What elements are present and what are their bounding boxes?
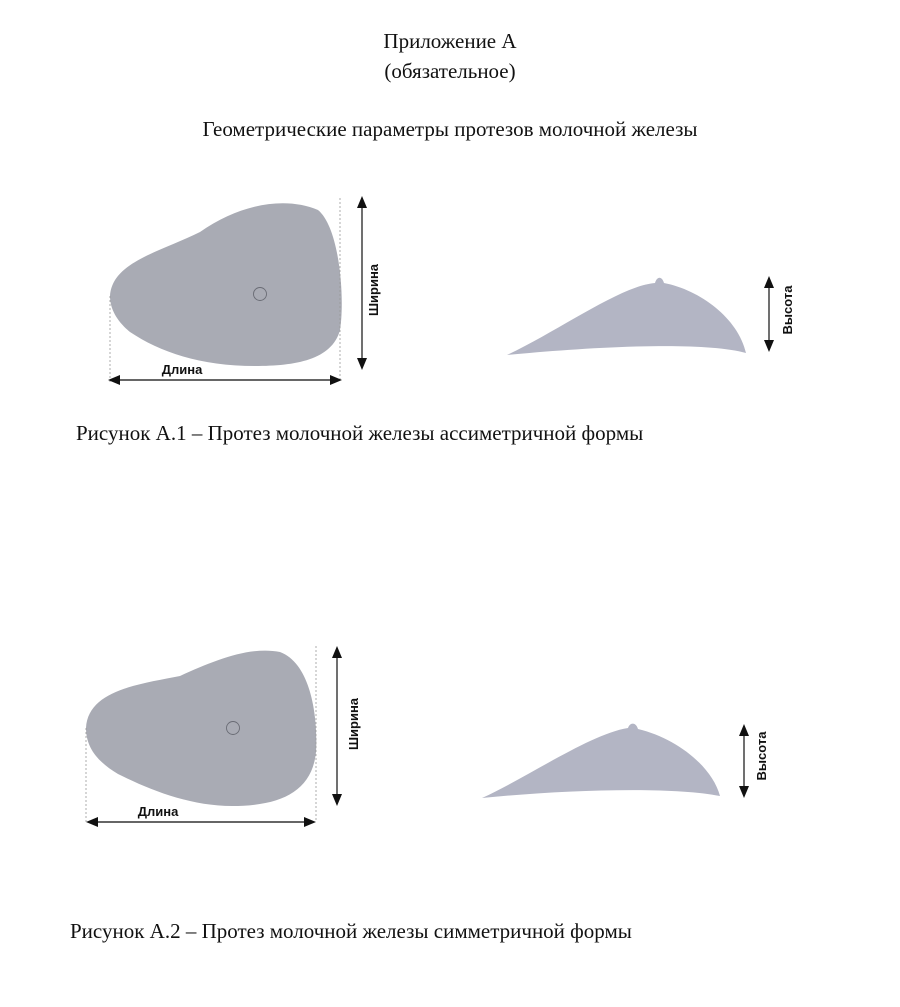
- figure-a2-width-arrow-up: [332, 646, 342, 658]
- figure-a2-height-arrow-down: [739, 786, 749, 798]
- figure-a2-side-view-shape: [482, 724, 720, 798]
- figure-a1-caption: Рисунок А.1 – Протез молочной железы ассиметричной формы: [76, 421, 644, 445]
- figure-a2-length-label: Длина: [137, 804, 179, 819]
- figure-a2-width-label: Ширина: [346, 697, 361, 751]
- appendix-title: Приложение А: [383, 29, 517, 53]
- figure-a1-height-label: Высота: [780, 285, 795, 335]
- figure-a2-length-arrow-right: [304, 817, 316, 827]
- figure-a2-width-arrow-down: [332, 794, 342, 806]
- appendix-note: (обязательное): [384, 59, 516, 83]
- figure-a2-caption: Рисунок А.2 – Протез молочной железы симметричной формы: [70, 919, 632, 943]
- figure-a2-height-label: Высота: [754, 731, 769, 781]
- figure-a1-width-label: Ширина: [366, 263, 381, 317]
- figure-a2-top-view-shape: [86, 651, 316, 806]
- figure-a1-length-label: Длина: [161, 362, 203, 377]
- figure-a2-length-arrow-left: [86, 817, 98, 827]
- figure-a2-height-arrow-up: [739, 724, 749, 736]
- section-title: Геометрические параметры протезов молочной железы: [202, 117, 698, 141]
